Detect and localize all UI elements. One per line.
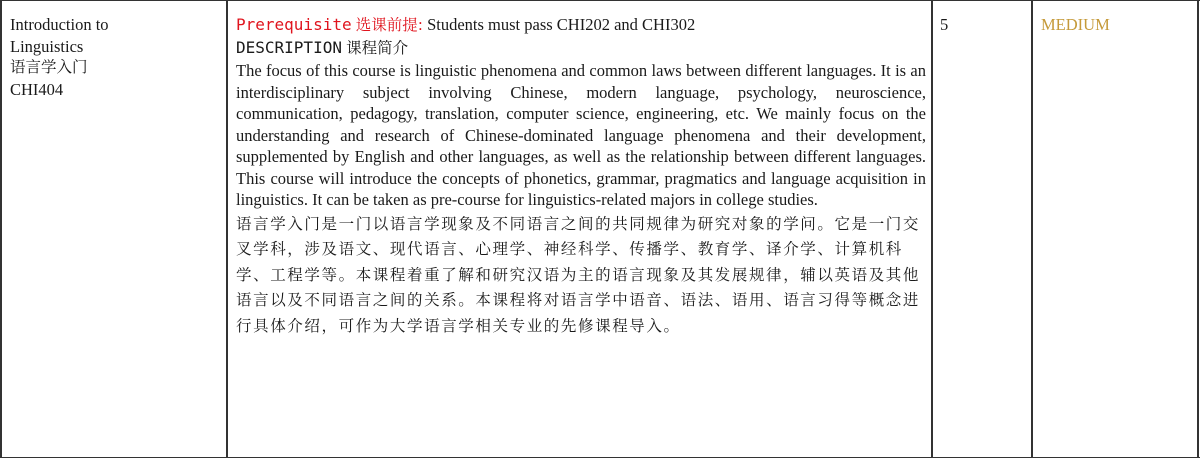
description-label: DESCRIPTION [236,37,342,57]
course-name-zh: 语言学入门 [10,58,88,76]
column-divider [1031,1,1033,457]
credits-value: 5 [940,15,949,34]
course-code: CHI404 [10,79,64,99]
column-divider [1197,1,1199,457]
column-divider [0,1,2,457]
prerequisite-label-zh: 选课前提: [355,16,423,34]
prerequisite-text: Students must pass CHI202 and CHI302 [422,15,696,34]
description-english: The focus of this course is linguistic phenomena and common laws between different languages. It is an interdisciplinary subject involving Chinese, modern language, psychology, neuroscience, communication, pedagogy, translation, computer science, engineering, etc. We mainly focus on the understanding and research of Chinese-dominated language phenomena and their development, supplemented by English and other languages, as well as the relationship between different languages. This course will introduce the concepts of phonetics, grammar, pragmatics and language acquisition in linguistics. It can be taken as pre-course for linguistics-related majors in college studies. [236,61,926,209]
description-cell [236,14,926,339]
column-divider [226,1,228,457]
description-chinese: 语言学入门是一门以语言学现象及不同语言之间的共同规律为研究对象的学问。它是一门交叉学科，涉及语文、现代语言、心理学、神经科学、传播学、教育学、译介学、计算机科学、工程学等。本课程着重了解和研究汉语为主的语言现象及其发展规律，辅以英语及其他语言以及不同语言之间的关系。本课程将对语言学中语音、语法、语用、语言习得等概念进行具体介绍，可作为大学语言学相关专业的先修课程导入。 [236,214,921,335]
credits-cell [940,14,1020,36]
difficulty-level: MEDIUM [1041,15,1110,34]
description-label-zh: 课程简介 [346,38,409,57]
course-name-line1: Introduction to [10,15,109,34]
prerequisite-label: Prerequisite [236,15,352,34]
table-row [0,1,1200,458]
description-heading [236,37,926,60]
course-name-line2: Linguistics [10,36,84,56]
course-cell [10,14,220,100]
column-divider [931,1,933,457]
prerequisite-line [236,14,926,37]
level-cell [1041,14,1191,36]
